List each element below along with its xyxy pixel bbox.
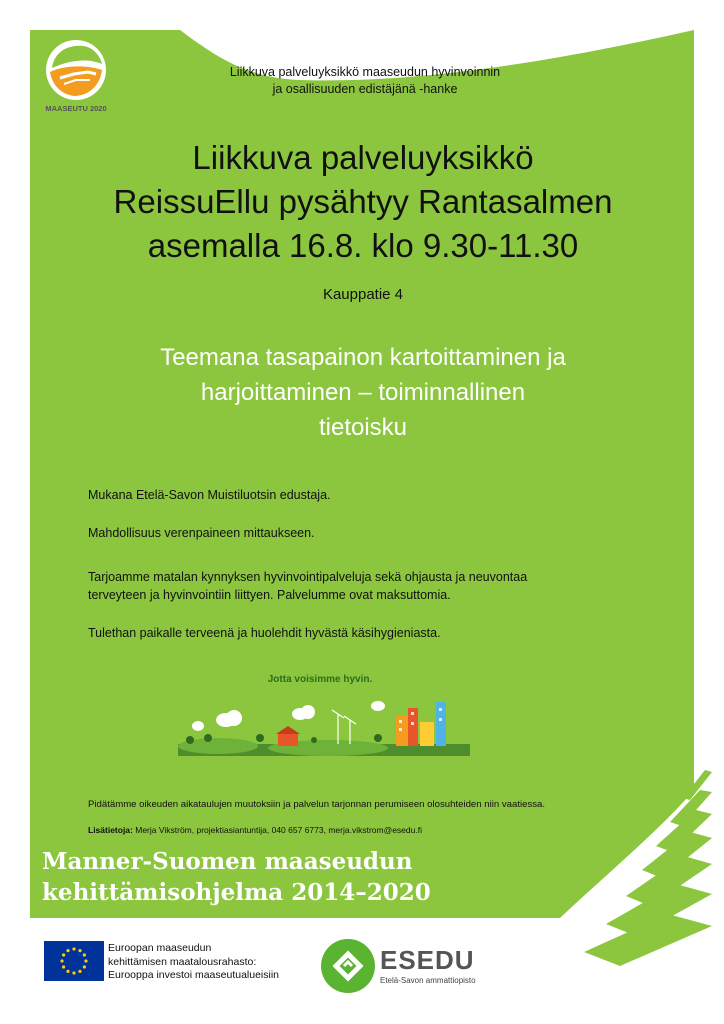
headline-line-2: ReissuEllu pysähtyy Rantasalmen: [113, 183, 613, 220]
paragraph-services: [88, 568, 648, 604]
theme-line-2: harjoittaminen – toiminnallinen: [200, 379, 526, 406]
esedu-logo-icon: [320, 938, 376, 994]
wind-turbine-icons: [332, 710, 356, 744]
program-title: [42, 846, 502, 908]
eu-line-2: kehittämisen maatalousrahasto:: [108, 955, 257, 968]
project-subtitle: [180, 64, 550, 98]
headline-line-3: asemalla 16.8. klo 9.30-11.30: [147, 227, 579, 264]
town-illustration: [178, 694, 470, 756]
event-theme: [70, 340, 656, 445]
logo-text: MAASEUTU 2020: [45, 104, 107, 113]
eu-fund-text: [108, 942, 308, 983]
esedu-name: ESEDU: [380, 945, 475, 975]
esedu-subtitle: Etelä-Savon ammattiopisto: [380, 976, 476, 985]
paragraph-blood-pressure: Mahdollisuus verenpaineen mittaukseen.: [88, 526, 315, 540]
subtitle-line-2: ja osallisuuden edistäjänä -hanke: [272, 82, 458, 96]
event-address: Kauppatie 4: [322, 286, 404, 303]
eu-flag-icon: [44, 941, 104, 981]
program-line-2: kehittämisohjelma 2014–2020: [42, 879, 431, 906]
house-icon: [278, 734, 298, 746]
contact-label: Lisätietoja:: [88, 825, 133, 835]
disclaimer: Pidätämme oikeuden aikataulujen muutoksiin ja palvelun tarjonnan perumiseen olosuhteiden niin vaatiessa.: [88, 799, 546, 810]
eu-line-1: Euroopan maaseudun: [108, 942, 212, 954]
paragraph-hygiene: Tulethan paikalle terveenä ja huolehdit hyvästä käsihygieniasta.: [88, 626, 441, 640]
theme-line-1: Teemana tasapainon kartoittaminen ja: [160, 344, 566, 371]
subtitle-line-1: Liikkuva palveluyksikkö maaseudun hyvinvoinnin: [229, 65, 501, 79]
services-line-1: Tarjoamme matalan kynnyksen hyvinvointipalveluja sekä ohjausta ja neuvontaa: [88, 570, 528, 584]
contact-details: Merja Vikström, projektiasiantuntija, 040 657 6773, merja.vikstrom@esedu.fi: [132, 825, 422, 835]
headline-line-1: Liikkuva palveluyksikkö: [192, 139, 534, 176]
event-headline: [60, 136, 666, 268]
program-line-1: Manner-Suomen maaseudun: [42, 848, 413, 875]
eu-line-3: Eurooppa investoi maaseutualueisiin: [108, 969, 280, 981]
paragraph-muistiluotsi: Mukana Etelä-Savon Muistiluotsin edustaja.: [88, 488, 331, 502]
illustration-slogan: Jotta voisimme hyvin.: [267, 674, 373, 685]
services-line-2: terveyteen ja hyvinvointiin liittyen. Palvelumme ovat maksuttomia.: [88, 588, 451, 602]
maaseutu-logo-icon: [44, 38, 108, 102]
contact-info: [88, 825, 668, 835]
theme-line-3: tietoisku: [318, 414, 408, 441]
